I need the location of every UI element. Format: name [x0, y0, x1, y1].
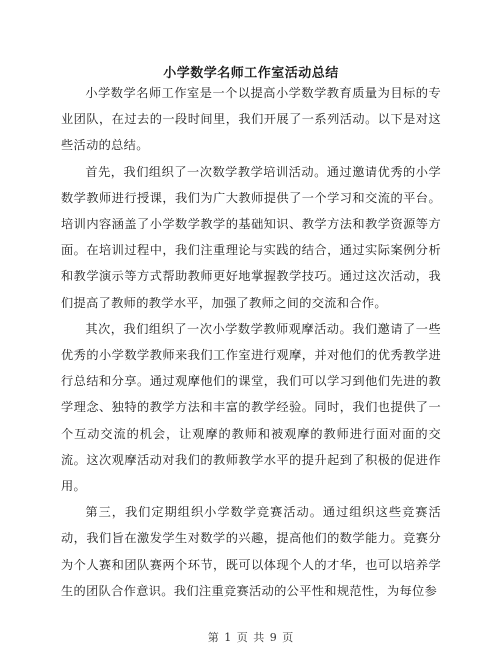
- paragraph-competition: 第三，我们定期组织小学数学竞赛活动。通过组织这些竞赛活动，我们旨在激发学生对数学的兴趣，提高他们的数学能力。竞赛分为个人赛和团队赛两个环节，既可以体现个人的才华，也可以培养学生的团队合作意识。我们注重竞赛活动的公平性和规范性，为每位参: [61, 505, 441, 598]
- paragraph-training: 首先，我们组织了一次数学教学培训活动。通过邀请优秀的小学数学教师进行授课，我们为广大教师提供了一个学习和交流的平台。培训内容涵盖了小学数学教学的基础知识、教学方法和教学资源等方面。在培训过程中，我们注重理论与实践的结合，通过实际案例分析和教学演示等方式帮助教师更好地掌握教学技巧。通过这次活动，我们提高了教师的教学水平，加强了教师之间的交流和合作。: [61, 164, 441, 310]
- paragraph-intro: 小学数学名师工作室是一个以提高小学数学教育质量为目标的专业团队，在过去的一段时间里，我们开展了一系列活动。以下是对这些活动的总结。: [61, 86, 441, 153]
- document-title: 小学数学名师工作室活动总结: [163, 66, 339, 81]
- paragraph-observation: 其次，我们组织了一次小学数学教师观摩活动。我们邀请了一些优秀的小学数学教师来我们工作室进行观摩，并对他们的优秀教学进行总结和分享。通过观摩他们的课堂，我们可以学习到他们先进的教学理念、独特的教学方法和丰富的教学经验。同时，我们也提供了一个互动交流的机会，让观摩的教师和被观摩的教师进行面对面的交流。这次观摩活动对我们的教师教学水平的提升起到了积极的促进作用。: [61, 321, 441, 494]
- page-number: 第 1 页 共 9 页: [207, 631, 295, 644]
- document-body: [61, 80, 441, 604]
